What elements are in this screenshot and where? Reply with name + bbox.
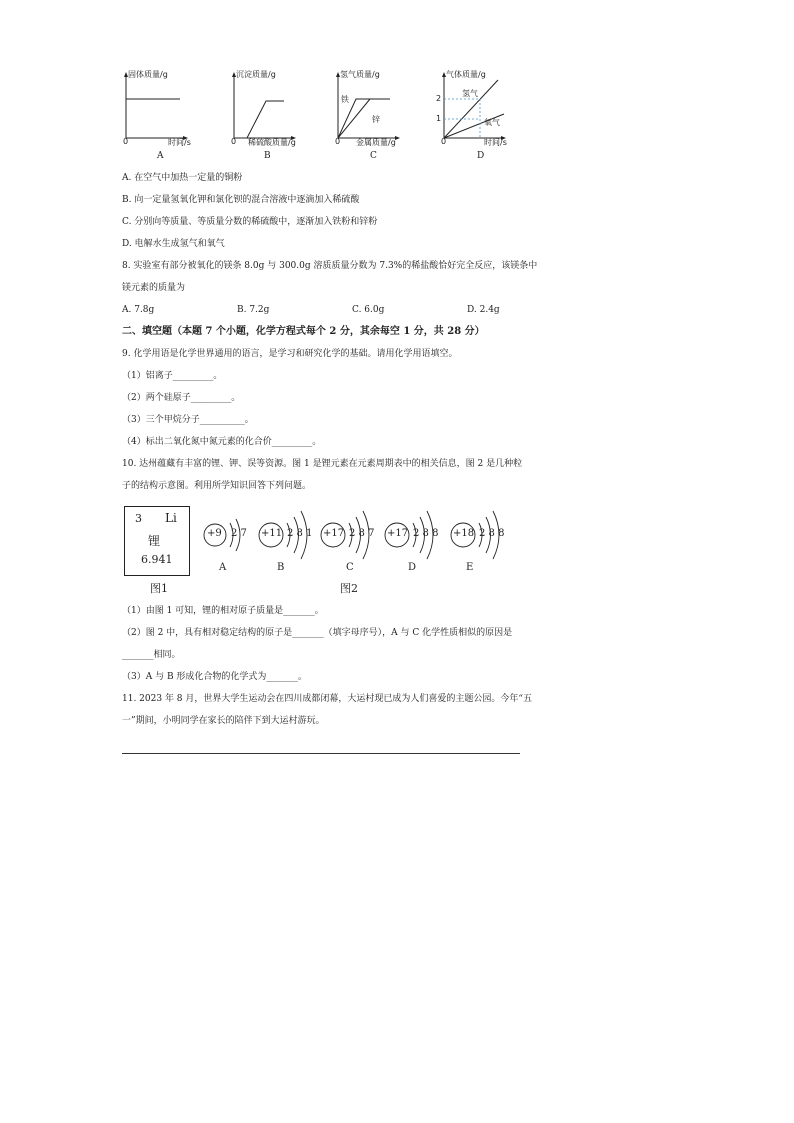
element-box	[124, 506, 190, 576]
atom-a	[203, 514, 265, 560]
element-name: 锂	[148, 534, 161, 548]
q8-option-b: B. 7.2g	[237, 305, 270, 315]
q9-item-3: （3）三个甲烷分子__________。	[122, 415, 254, 425]
atom-e-shells: 2 8 8	[479, 528, 505, 539]
q10-sub-1: （1）由图 1 可知，锂的相对原子质量是_______。	[122, 606, 324, 616]
graph-b-origin: 0	[231, 137, 237, 146]
graph-a	[118, 66, 208, 160]
q8-option-c: C. 6.0g	[352, 305, 385, 315]
atom-c-label: C	[346, 562, 354, 573]
q9-item-2: （2）两个硅原子_________。	[122, 393, 241, 403]
graph-a-origin: 0	[123, 137, 129, 146]
graph-b-ylabel: 沉淀质量/g	[236, 70, 276, 79]
page-bottom-rule	[122, 753, 520, 754]
q8-option-d: D. 2.4g	[467, 305, 500, 315]
q7-option-b: B. 向一定量氢氧化钾和氯化钡的混合溶液中逐滴加入稀硫酸	[122, 195, 360, 205]
q10-stem-line2: 子的结构示意图。利用所学知识回答下列问题。	[122, 481, 312, 491]
atom-a-shells: 2 7	[231, 528, 247, 539]
q8-option-a: A. 7.8g	[122, 305, 155, 315]
graph-b-caption: B	[264, 151, 271, 161]
element-number: 3	[135, 512, 142, 525]
q9-stem: 9. 化学用语是化学世界通用的语言，是学习和研究化学的基础。请用化学用语填空。	[122, 349, 458, 359]
q8-stem-line2: 镁元素的质量为	[122, 283, 186, 293]
graph-c-line1-label: 铁	[341, 95, 349, 104]
q10-sub-2-line1: （2）图 2 中，具有相对稳定结构的原子是_______（填字母序号），A 与 C 化学性质相似的原因是	[122, 628, 513, 638]
graph-d-xlabel: 时间/s	[484, 138, 507, 147]
atom-e	[450, 508, 516, 566]
q7-option-a: A. 在空气中加热一定量的铜粉	[122, 173, 243, 183]
atom-d-shells: 2 8 8	[413, 528, 439, 539]
graph-c-xlabel: 金属质量/g	[356, 138, 396, 147]
atom-a-nucleus: +9	[207, 528, 222, 539]
graph-a-xlabel: 时间/s	[168, 138, 191, 147]
graph-d-caption: D	[477, 151, 485, 161]
atom-c-nucleus: +17	[323, 528, 345, 539]
q10-stem-line1: 10. 达州蕴藏有丰富的锂、钾、误等资源。图 1 是锂元素在元素周期表中的相关信息，图 2 是几种粒	[122, 459, 523, 469]
graph-c-ylabel: 氢气质量/g	[340, 70, 380, 79]
fig2-caption: 图2	[340, 582, 358, 595]
graph-a-caption: A	[157, 151, 164, 161]
fig1-caption: 图1	[150, 582, 168, 595]
atom-e-nucleus: +18	[453, 528, 475, 539]
element-symbol: Li	[165, 511, 177, 525]
atom-a-label: A	[219, 562, 227, 573]
graph-c-line2-label: 锌	[372, 115, 380, 124]
graph-d-origin: 0	[441, 137, 447, 146]
graph-d-line2-label: 氧气	[484, 118, 500, 127]
q11-stem-line1: 11. 2023 年 8 月，世界大学生运动会在四川成都闭幕，大运村现已成为人们喜爱的主题公园。今年“五	[122, 694, 532, 704]
q10-sub-3: （3）A 与 B 形成化合物的化学式为_______。	[122, 672, 307, 682]
graph-d-ylabel: 气体质量/g	[446, 70, 486, 79]
graph-d-tick-1: 1	[436, 114, 442, 123]
atom-b-nucleus: +11	[261, 528, 283, 539]
atom-b	[258, 508, 324, 566]
graph-b-xlabel: 稀硫酸质量/g	[248, 138, 296, 147]
graph-c-caption: C	[370, 151, 377, 161]
q8-stem-line1: 8. 实验室有部分被氧化的镁条 8.0g 与 300.0g 溶质质量分数为 7.3%的稀盐酸恰好完全反应，该镁条中	[122, 261, 538, 271]
graph-c-origin: 0	[335, 137, 341, 146]
section-title: 二、填空题（本题 7 个小题，化学方程式每个 2 分，其余每空 1 分，共 28 分）	[122, 326, 485, 337]
q10-sub-2-line2: _______相同。	[122, 650, 181, 660]
atom-e-label: E	[466, 562, 474, 573]
atom-d-label: D	[408, 562, 417, 573]
atom-d	[384, 508, 450, 566]
q7-option-c: C. 分别向等质量、等质量分数的稀硫酸中，逐渐加入铁粉和锌粉	[122, 217, 378, 227]
q9-item-4: （4）标出二氧化氮中氮元素的化合价_________。	[122, 437, 322, 447]
graph-d-line1-label: 氢气	[462, 89, 478, 98]
q7-option-d: D. 电解水生成氢气和氧气	[122, 239, 225, 249]
atom-c	[320, 508, 386, 566]
q11-stem-line2: 一”期间，小明同学在家长的陪伴下到大运村游玩。	[122, 716, 325, 726]
atom-b-label: B	[277, 562, 285, 573]
atom-d-nucleus: +17	[387, 528, 409, 539]
graph-a-ylabel: 固体质量/g	[128, 70, 168, 79]
q9-item-1: （1）铝离子_________。	[122, 371, 223, 381]
graph-d-tick-2: 2	[436, 94, 442, 103]
graph-b-series	[247, 101, 284, 138]
atom-b-shells: 2 8 1	[287, 528, 313, 539]
element-mass: 6.941	[141, 553, 173, 566]
graph-d	[436, 66, 526, 160]
atom-c-shells: 2 8 7	[349, 528, 375, 539]
